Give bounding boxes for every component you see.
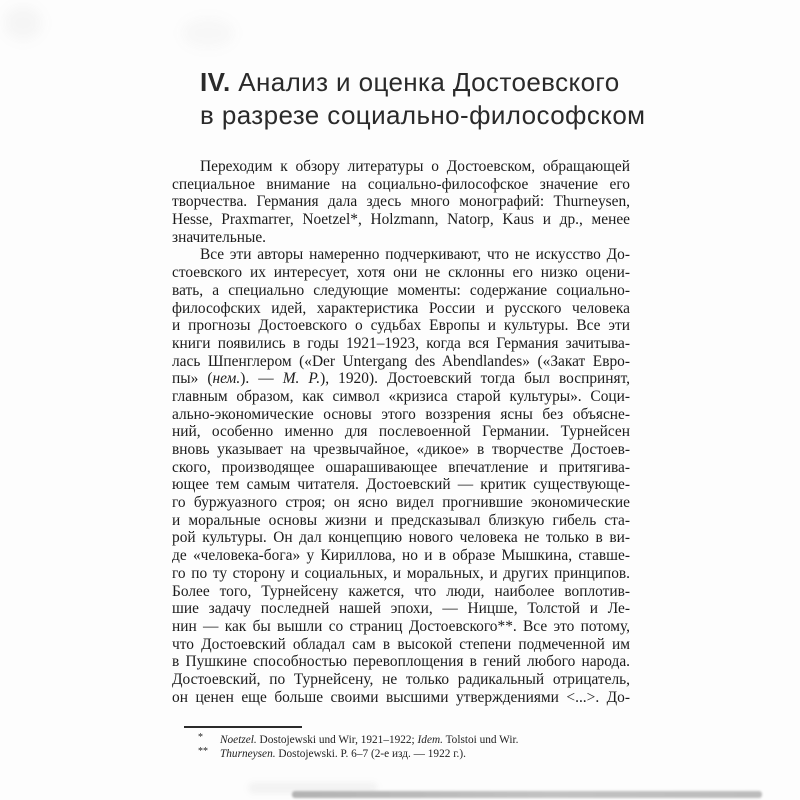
scan-artifact-bar — [292, 791, 762, 798]
text-segment: философских идей, характеристика России и русского человека — [172, 299, 630, 317]
italic-text-segment: М. Р. — [282, 370, 321, 388]
body-text — [172, 158, 630, 706]
scan-smudge — [4, 6, 42, 40]
footnotes — [172, 718, 630, 760]
text-line — [172, 547, 630, 565]
text-segment: значительные. — [172, 228, 267, 246]
text-line — [172, 282, 630, 300]
text-line — [172, 300, 630, 318]
text-line — [172, 653, 630, 671]
text-segment: ского, производящее ошарашивающее впечатление и притягива- — [172, 458, 630, 476]
footnote-marker: * — [198, 731, 203, 743]
text-segment: в Пушкине способностью перевоплощения в гений любого народа. — [172, 653, 630, 671]
text-segment: шие задачу последней нашей эпохи, — Ницше, Толстой и Ле- — [172, 600, 630, 618]
text-line — [172, 229, 630, 247]
text-line — [172, 476, 630, 494]
text-segment: нин — как бы вышли со страниц Достоевского**. Все это потому, — [172, 617, 630, 635]
text-segment: Более того, Турнейсену кажется, что люди, наиболее воплотив- — [172, 582, 630, 600]
italic-text-segment: нем. — [212, 370, 241, 388]
text-segment: специальное внимание на социально-философское значение его — [172, 175, 630, 193]
text-segment: пы» ( — [172, 370, 213, 388]
chapter-title-line1: Анализ и оценка Достоевского — [230, 67, 620, 97]
text-line — [172, 583, 630, 601]
italic-text-segment: Idem. — [417, 733, 443, 746]
text-segment: и моральные основы жизни и предсказывал близкую гибель ста- — [172, 511, 630, 529]
text-line — [172, 600, 630, 618]
text-segment: Все эти авторы намеренно подчеркивают, что не искусство До- — [200, 246, 630, 264]
footnote — [172, 732, 630, 746]
text-segment: и прогнозы Достоевского о судьбах Европы и культуры. Все эти — [172, 317, 630, 335]
text-line — [172, 441, 630, 459]
text-segment: вать, а специально следующие моменты: содержание социально- — [172, 281, 630, 299]
text-segment: го буржуазного строя; он ясно видел прогнившие экономические — [172, 494, 630, 512]
chapter-number: IV. — [200, 67, 231, 97]
text-line — [172, 529, 630, 547]
paragraph — [172, 158, 630, 246]
text-segment: что Достоевский обладал сам в высокой степени подмеченной им — [172, 635, 630, 653]
text-line — [172, 512, 630, 530]
text-line — [172, 689, 630, 707]
text-line — [172, 370, 630, 388]
text-segment: ально-экономические основы этого воззрения ясны без объясне- — [172, 405, 630, 423]
text-segment: главным образом, как символ «кризиса старой культуры». Соци- — [172, 387, 630, 405]
text-segment: ), 1920). Достоевский тогда был воспринят, — [320, 370, 630, 388]
text-segment: книги появились в годы 1921–1923, когда вся Германия зачитыва- — [172, 334, 630, 352]
text-segment: он ценен еще больше своими высшими утверждениями <...>. До- — [172, 688, 630, 706]
text-segment: ющее тем самым читателя. Достоевский — критик существующе- — [172, 476, 630, 494]
text-segment: Dostojewski. P. 6–7 (2-е изд. — 1922 г.). — [275, 747, 466, 760]
text-line — [172, 264, 630, 282]
footnote-list — [172, 732, 630, 761]
text-line — [172, 406, 630, 424]
text-line — [172, 211, 630, 229]
text-segment: стоевского их интересует, хотя они не склонны его низко оцени- — [172, 264, 630, 282]
chapter-title-line2: в разрезе социально-философском — [200, 100, 646, 130]
footnote-separator — [184, 726, 302, 728]
text-segment: творчества. Германия дала здесь много монографий: Thurneysen, — [172, 193, 630, 211]
footnote — [172, 746, 630, 760]
italic-text-segment: Noetzel. — [220, 733, 257, 746]
text-line — [172, 335, 630, 353]
text-line — [172, 423, 630, 441]
text-segment: вновь указывает на чрезвычайное, «дикое» в творчестве Достоев- — [172, 441, 630, 458]
text-line — [172, 459, 630, 477]
text-segment: Dostojewski und Wir, 1921–1922; — [256, 733, 418, 746]
text-line — [172, 494, 630, 512]
text-line — [172, 158, 630, 176]
text-line — [172, 176, 630, 194]
footnote-marker: ** — [198, 745, 208, 757]
text-segment: ний, особенно именно для послевоенной Германии. Турнейсен — [172, 423, 630, 441]
text-line — [172, 565, 630, 583]
text-segment: лась Шпенглером («Der Untergang des Abendlandes» («Закат Евро- — [172, 352, 630, 370]
text-segment: ). — — [240, 370, 283, 388]
text-line — [172, 671, 630, 689]
text-segment: Переходим к обзору литературы о Достоевском, обращающей — [200, 158, 630, 175]
text-segment: де «человека-бога» у Кириллова, но и в образе Мышкина, ставше- — [172, 547, 630, 565]
text-segment: Tolstoi und Wir. — [442, 733, 519, 746]
text-line — [172, 388, 630, 406]
scan-smudge — [182, 18, 234, 48]
text-segment: го по ту сторону и социальных, и моральных, и других принципов. — [172, 564, 630, 582]
paragraph — [172, 246, 630, 706]
text-line — [172, 636, 630, 654]
chapter-title — [200, 66, 645, 132]
italic-text-segment: Thurneysen. — [220, 747, 276, 760]
text-segment: Достоевский, по Турнейсену, не только радикальный отрицатель, — [172, 670, 630, 688]
text-segment: Hesse, Praxmarrer, Noetzel*, Holzmann, Natorp, Kaus и др., менее — [172, 211, 630, 229]
text-segment: рой культуры. Он дал концепцию нового человека не только в ви- — [172, 529, 630, 547]
text-line — [172, 246, 630, 264]
text-line — [172, 618, 630, 636]
text-line — [172, 193, 630, 211]
text-line — [172, 353, 630, 371]
text-line — [172, 317, 630, 335]
